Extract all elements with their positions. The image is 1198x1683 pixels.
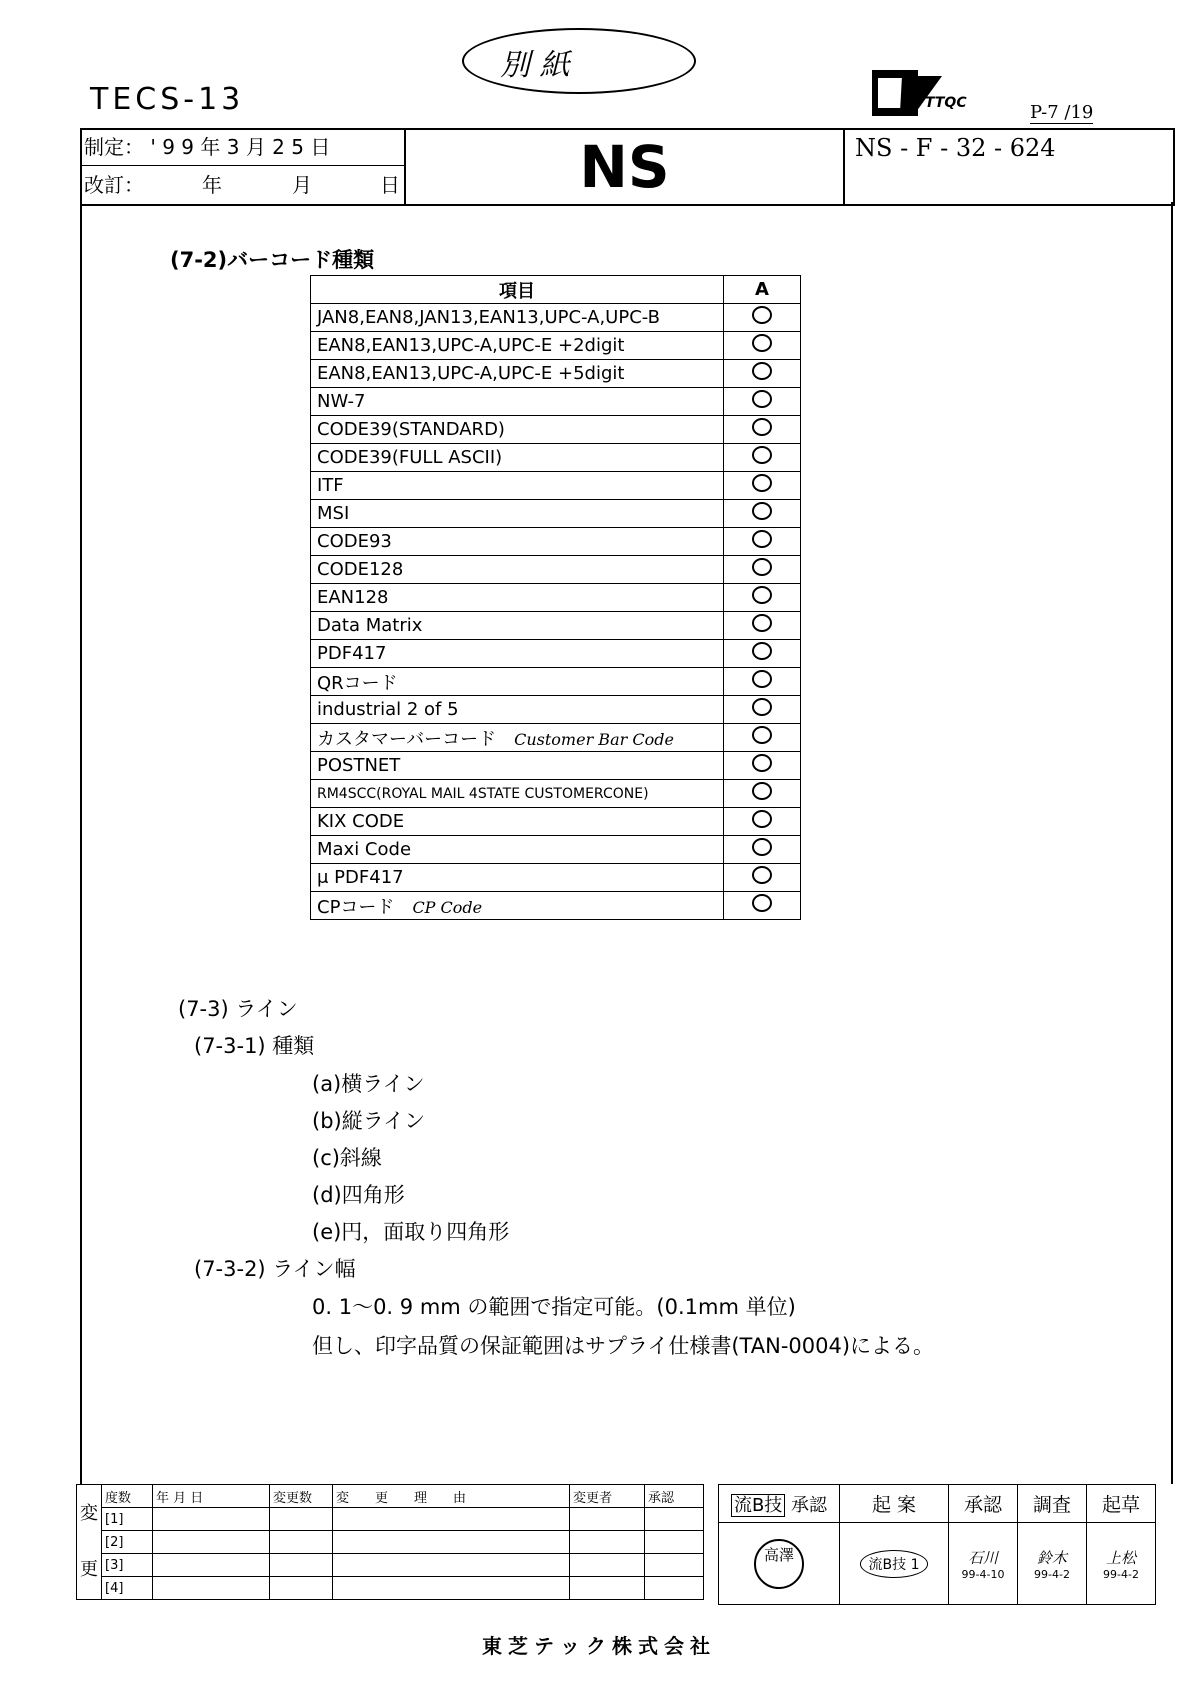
barcode-table (310, 275, 801, 920)
header-box (80, 128, 1175, 206)
support-mark-cell (724, 472, 801, 500)
circle-mark-icon (752, 838, 772, 856)
support-mark-cell (724, 836, 801, 864)
barcode-item (311, 388, 724, 416)
barcode-label: PDF417 (317, 643, 387, 664)
rev-col-changer: 変更者 (570, 1485, 645, 1508)
line-item-b: (b)縦ライン (312, 1109, 426, 1133)
sign-date-3: 99-4-2 (1103, 1567, 1139, 1581)
barcode-label: CODE93 (317, 531, 392, 552)
support-mark-cell (724, 584, 801, 612)
sign-date-1: 99-4-10 (961, 1567, 1005, 1581)
circle-mark-icon (752, 642, 772, 660)
barcode-label: Maxi Code (317, 839, 412, 860)
rev-index: [1] (102, 1508, 153, 1531)
revision-header-row (77, 1485, 704, 1508)
title-cell (404, 130, 843, 204)
page-number: P-7 /19 (1030, 102, 1094, 123)
barcode-item (311, 668, 724, 696)
support-mark-cell (724, 416, 801, 444)
circle-mark-icon (752, 418, 772, 436)
table-row (311, 864, 801, 892)
approval-sign-row (719, 1523, 1156, 1605)
barcode-label: JAN8,EAN8,JAN13,EAN13,UPC-A,UPC-B (317, 307, 660, 328)
barcode-label: EAN128 (317, 587, 389, 608)
appr-col-draft: 起 案 (840, 1485, 949, 1523)
rev-col-changes: 変更数 (270, 1485, 333, 1508)
col-a-header: A (724, 276, 801, 304)
barcode-note: CP Code (412, 897, 483, 917)
barcode-item (311, 528, 724, 556)
signature-1: 石川 (967, 1548, 998, 1567)
barcode-label: QRコード (317, 672, 398, 694)
barcode-item (311, 584, 724, 612)
signature-3: 上松 (1105, 1548, 1136, 1567)
barcode-item (311, 500, 724, 528)
rev-col-approval: 承認 (645, 1485, 704, 1508)
support-mark-cell (724, 304, 801, 332)
sign-cell-2 (1018, 1523, 1087, 1605)
barcode-item (311, 836, 724, 864)
rev-col-date: 年 月 日 (153, 1485, 270, 1508)
circle-mark-icon (752, 446, 772, 464)
seal-stamp (754, 1539, 804, 1589)
circle-mark-icon (752, 558, 772, 576)
circle-mark-icon (752, 810, 772, 828)
support-mark-cell (724, 892, 801, 920)
sign-date-2: 99-4-2 (1034, 1567, 1070, 1581)
rev-index: [2] (102, 1531, 153, 1554)
circle-mark-icon (752, 670, 772, 688)
barcode-item (311, 472, 724, 500)
circle-mark-icon (752, 362, 772, 380)
circle-mark-icon (752, 698, 772, 716)
line-sub2: (7-3-2) ライン幅 (194, 1257, 356, 1281)
approval-dept-cell (719, 1485, 840, 1523)
barcode-item (311, 892, 724, 920)
table-row (311, 388, 801, 416)
barcode-label: EAN8,EAN13,UPC-A,UPC-E +5digit (317, 363, 625, 384)
support-mark-cell (724, 500, 801, 528)
table-row (311, 808, 801, 836)
table-row (311, 892, 801, 920)
annotation-oval (462, 28, 696, 94)
doc-number: NS - F - 32 - 624 (855, 134, 1056, 162)
circle-mark-icon (752, 782, 772, 800)
annotation-text: 別 紙 (500, 48, 570, 83)
support-mark-cell (724, 360, 801, 388)
barcode-item (311, 864, 724, 892)
approve-label: 承認 (791, 1494, 828, 1516)
barcode-item (311, 612, 724, 640)
barcode-label: CPコード (317, 896, 395, 918)
table-row (311, 444, 801, 472)
signature-2: 鈴木 (1036, 1548, 1067, 1567)
table-row (311, 836, 801, 864)
table-row (311, 360, 801, 388)
barcode-label: CODE39(STANDARD) (317, 419, 505, 440)
circle-mark-icon (752, 530, 772, 548)
table-row (311, 500, 801, 528)
revised-label: 改訂： (84, 173, 144, 197)
barcode-note: Customer Bar Code (514, 729, 674, 749)
established-date: ' 9 9 年 3 月 2 5 日 (150, 135, 331, 159)
support-mark-cell (724, 780, 801, 808)
revision-row (77, 1508, 704, 1531)
barcode-label: industrial 2 of 5 (317, 699, 459, 720)
table-row (311, 528, 801, 556)
table-row (311, 556, 801, 584)
seal-text: 高澤 (763, 1545, 794, 1564)
revised-year: 年 (202, 173, 222, 197)
barcode-item (311, 360, 724, 388)
barcode-item (311, 780, 724, 808)
line-item-d: (d)四角形 (312, 1183, 405, 1207)
support-mark-cell (724, 556, 801, 584)
approval-table (718, 1484, 1156, 1605)
revision-table (76, 1484, 704, 1600)
barcode-label: EAN8,EAN13,UPC-A,UPC-E +2digit (317, 335, 625, 356)
table-row (311, 668, 801, 696)
revised-month: 月 (292, 173, 312, 197)
barcode-label: POSTNET (317, 755, 401, 776)
line-item-c: (c)斜線 (312, 1146, 382, 1170)
support-mark-cell (724, 332, 801, 360)
barcode-heading: (7-2)バーコード種類 (170, 248, 375, 272)
barcode-label: MSI (317, 503, 350, 524)
revision-side-label (77, 1485, 102, 1600)
barcode-item (311, 444, 724, 472)
sign-cell-3 (1087, 1523, 1156, 1605)
logo-text: TTQC (925, 95, 967, 111)
table-row (311, 780, 801, 808)
support-mark-cell (724, 752, 801, 780)
circle-mark-icon (752, 390, 772, 408)
support-mark-cell (724, 612, 801, 640)
circle-mark-icon (752, 754, 772, 772)
support-mark-cell (724, 388, 801, 416)
doc-code: TECS-13 (90, 82, 245, 117)
barcode-label: NW-7 (317, 391, 366, 412)
line-width-text-2: 但し、印字品質の保証範囲はサプライ仕様書(TAN-0004)による。 (312, 1334, 935, 1358)
barcode-label: CODE39(FULL ASCII) (317, 447, 503, 468)
barcode-label: カスタマーバーコード (317, 728, 497, 750)
barcode-item (311, 724, 724, 752)
rev-col-count: 度数 (102, 1485, 153, 1508)
barcode-item (311, 416, 724, 444)
support-mark-cell (724, 724, 801, 752)
revised-day: 日 (380, 173, 400, 197)
table-row (311, 612, 801, 640)
rev-index: [3] (102, 1554, 153, 1577)
support-mark-cell (724, 668, 801, 696)
support-mark-cell (724, 640, 801, 668)
barcode-item (311, 696, 724, 724)
line-sub1: (7-3-1) 種類 (194, 1034, 315, 1058)
dept-label: 流B技 (731, 1494, 785, 1517)
number-cell (843, 130, 1175, 204)
barcode-label: CODE128 (317, 559, 404, 580)
barcode-item (311, 304, 724, 332)
barcode-label: RM4SCC(ROYAL MAIL 4STATE CUSTOMERCONE) (317, 785, 649, 802)
table-row (311, 416, 801, 444)
footer-company: 東芝テック株式会社 (482, 1634, 716, 1658)
table-row (311, 472, 801, 500)
table-row (311, 696, 801, 724)
doc-title: NS (579, 133, 670, 201)
rev-index: [4] (102, 1577, 153, 1600)
circle-mark-icon (752, 502, 772, 520)
barcode-label: μ PDF417 (317, 867, 404, 888)
circle-mark-icon (752, 334, 772, 352)
approval-header-row (719, 1485, 1156, 1523)
rev-col-reason: 変 更 理 由 (333, 1485, 570, 1508)
dept-stamp: 流B技 1 (860, 1550, 929, 1578)
circle-mark-icon (752, 866, 772, 884)
line-item-e: (e)円，面取り四角形 (312, 1220, 510, 1244)
table-row (311, 584, 801, 612)
date-cell (80, 130, 404, 204)
circle-mark-icon (752, 586, 772, 604)
table-row (311, 724, 801, 752)
circle-mark-icon (752, 306, 772, 324)
revision-row (77, 1577, 704, 1600)
sign-cell-1 (949, 1523, 1018, 1605)
revision-row (77, 1531, 704, 1554)
seal-cell (719, 1523, 840, 1605)
barcode-item (311, 556, 724, 584)
support-mark-cell (724, 444, 801, 472)
barcode-label: Data Matrix (317, 615, 423, 636)
table-header-row (311, 276, 801, 304)
barcode-item (311, 640, 724, 668)
line-item-a: (a)横ライン (312, 1072, 425, 1096)
line-width-text-1: 0. 1～0. 9 mm の範囲で指定可能。(0.1mm 単位) (312, 1295, 796, 1319)
revision-row (77, 1554, 704, 1577)
table-row (311, 640, 801, 668)
table-row (311, 752, 801, 780)
side-label-2: 更 (80, 1559, 98, 1580)
established-label: 制定： (84, 135, 144, 159)
circle-mark-icon (752, 474, 772, 492)
barcode-item (311, 332, 724, 360)
table-row (311, 332, 801, 360)
dept-stamp-cell (840, 1523, 949, 1605)
circle-mark-icon (752, 726, 772, 744)
barcode-item (311, 752, 724, 780)
appr-col-check: 調査 (1018, 1485, 1087, 1523)
barcode-item (311, 808, 724, 836)
appr-col-author: 起草 (1087, 1485, 1156, 1523)
barcode-label: ITF (317, 475, 344, 496)
barcode-label: KIX CODE (317, 811, 405, 832)
circle-mark-icon (752, 614, 772, 632)
appr-col-approve: 承認 (949, 1485, 1018, 1523)
table-row (311, 304, 801, 332)
support-mark-cell (724, 696, 801, 724)
side-label-1: 変 (80, 1503, 98, 1524)
line-heading: (7-3) ライン (178, 997, 298, 1021)
established-row (82, 130, 404, 166)
support-mark-cell (724, 528, 801, 556)
col-item-header: 項目 (311, 276, 724, 304)
circle-mark-icon (752, 894, 772, 912)
revised-row (82, 168, 404, 204)
support-mark-cell (724, 864, 801, 892)
support-mark-cell (724, 808, 801, 836)
